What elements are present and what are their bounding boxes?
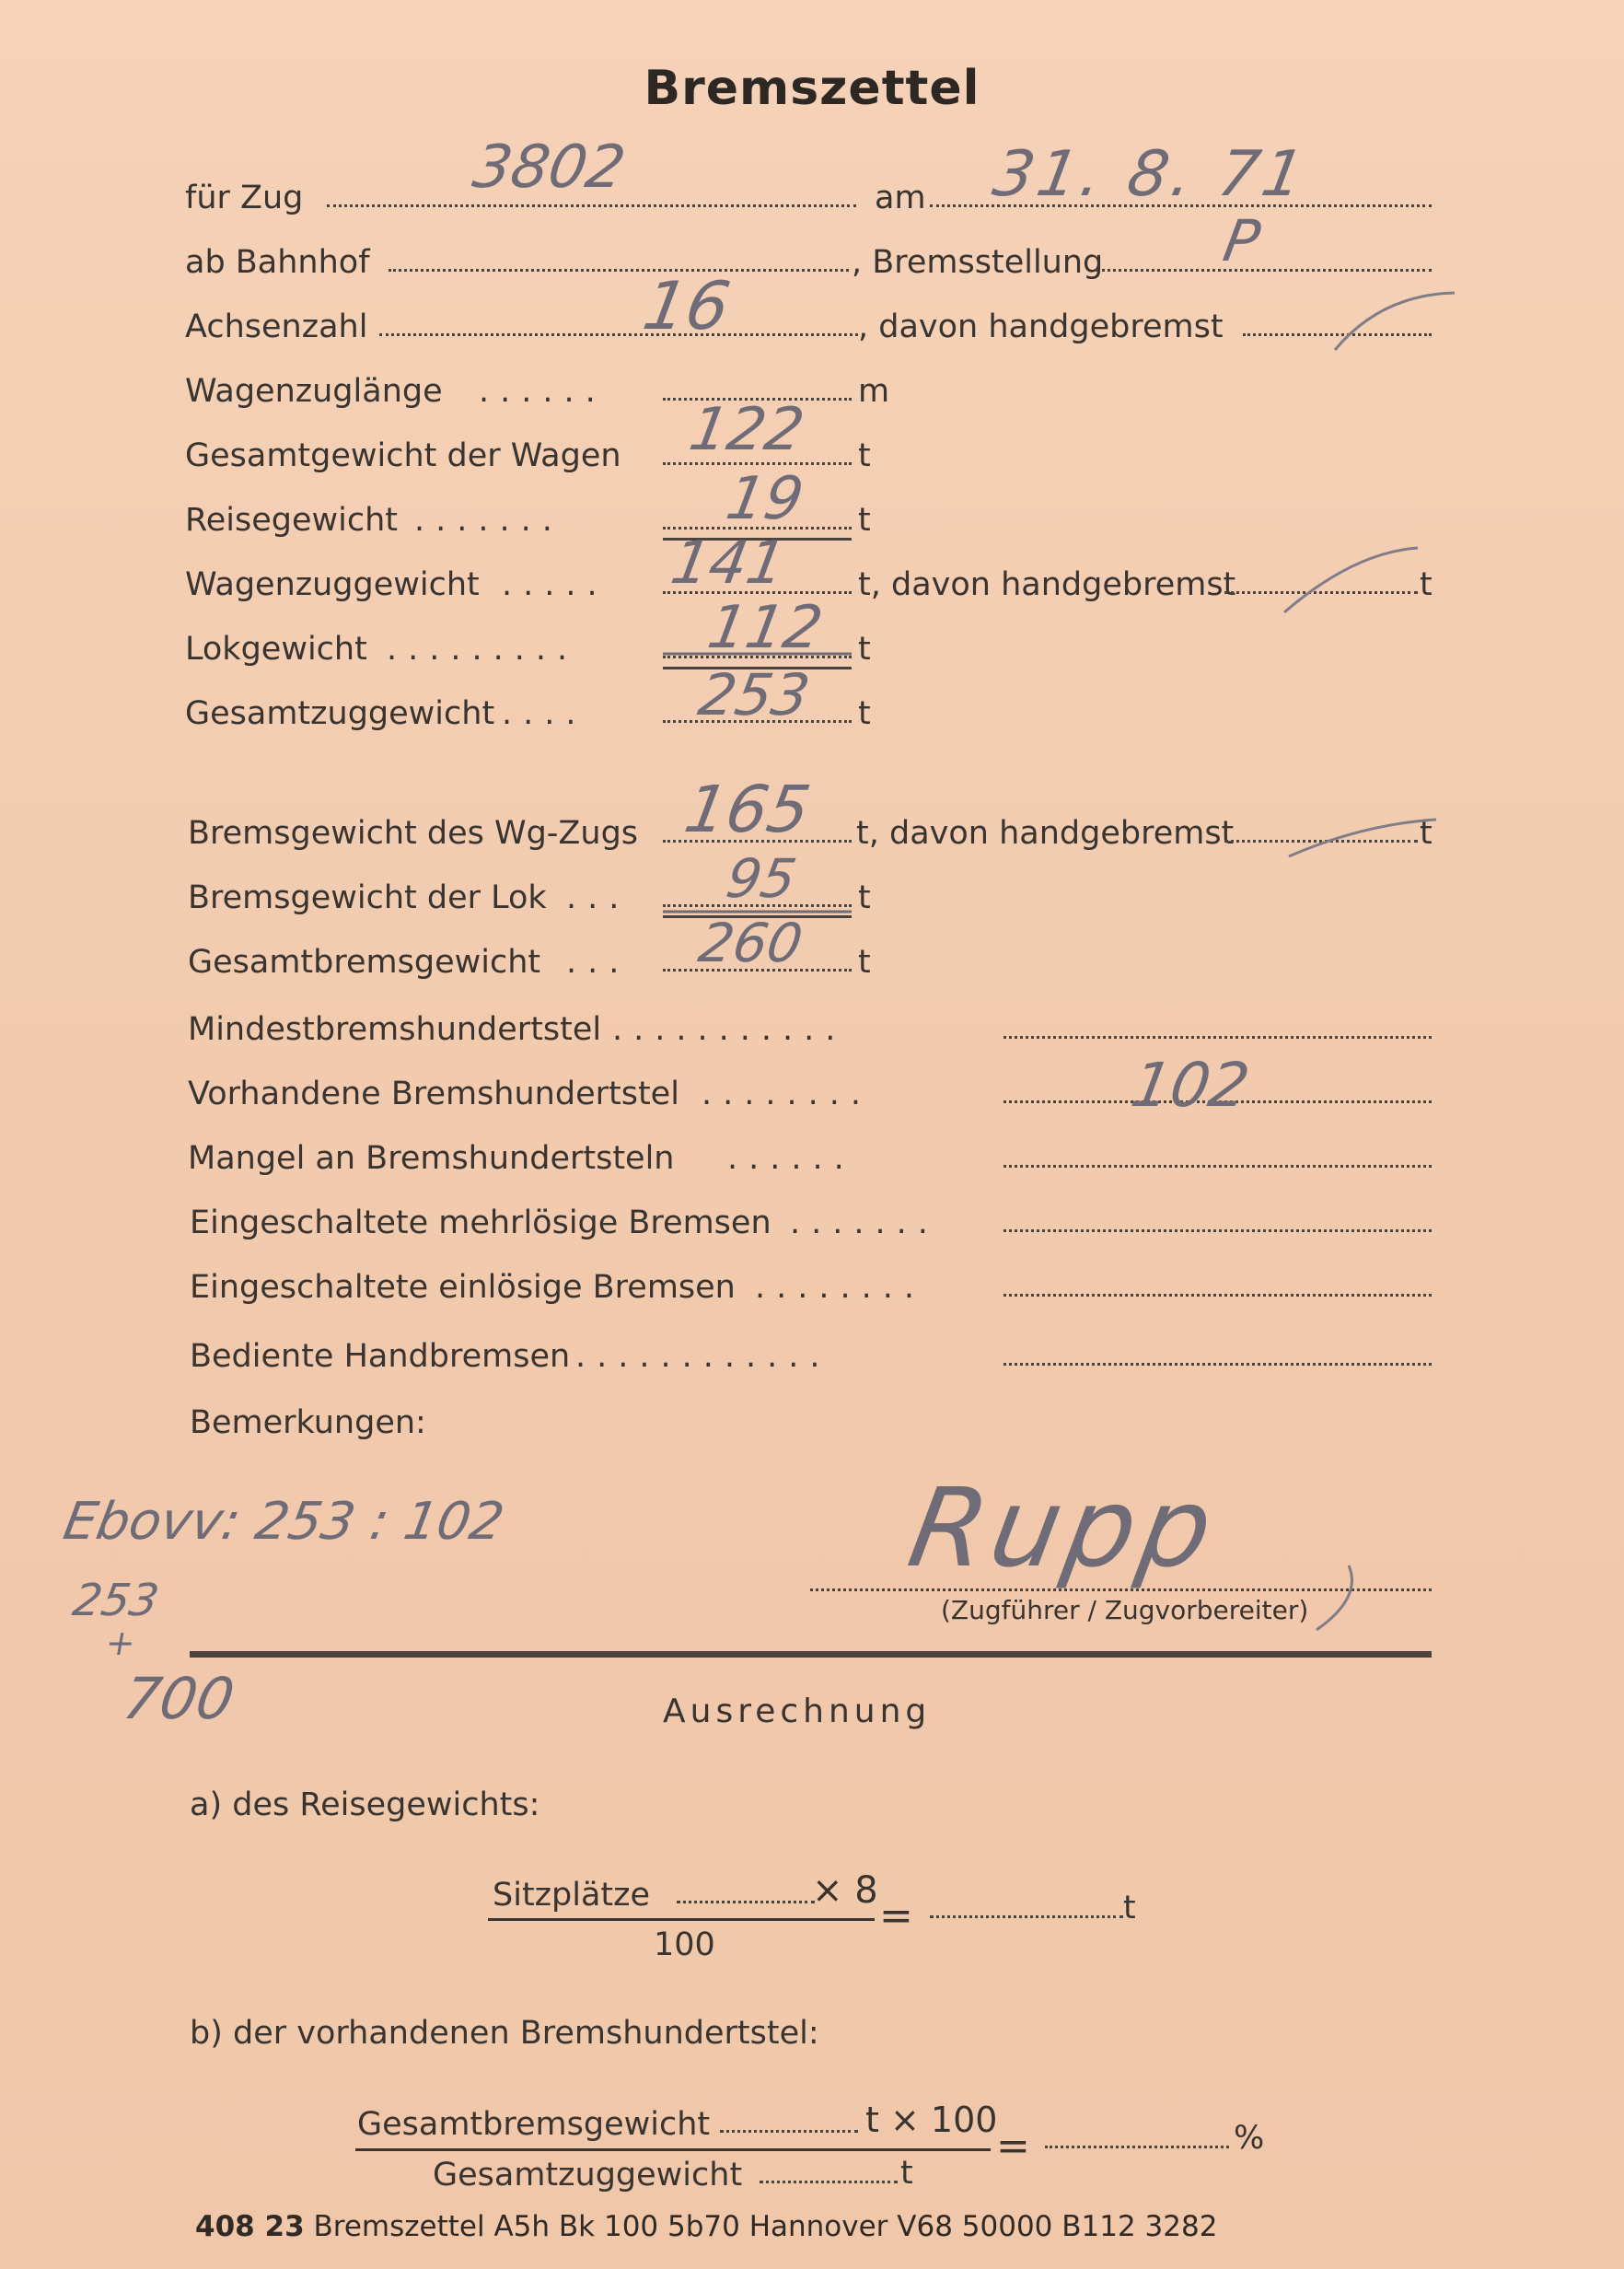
b-denominator: Gesamtzuggewicht xyxy=(433,2157,743,2193)
leader-dots: ............ xyxy=(575,1338,831,1375)
hw-note-line4: 700 xyxy=(118,1665,239,1732)
leader-dots: ... xyxy=(566,944,631,981)
hw-gesamtgewicht-wagen: 122 xyxy=(684,396,809,464)
label-wagenzuggewicht: Wagenzuggewicht xyxy=(185,566,480,603)
leader-dots: ........... xyxy=(612,1011,847,1048)
form-imprint: Bremszettel A5h Bk 100 5b70 Hannover V68 50000 B112 3282 xyxy=(313,2210,1218,2243)
leader-dots: ...... xyxy=(479,373,607,410)
form-title: Bremszettel xyxy=(644,61,980,116)
label-mangel: Mangel an Bremshundertsteln xyxy=(188,1140,675,1177)
form-number: 408 23 xyxy=(195,2210,305,2243)
ausrechnung-a-label: a) des Reisegewichts: xyxy=(190,1786,540,1823)
label-davon-handgebremst-2: t, davon handgebremst xyxy=(858,566,1236,603)
label-einloesige-bremsen: Eingeschaltete einlösige Bremsen xyxy=(190,1269,736,1306)
equals-sign: = xyxy=(879,1892,913,1939)
leader-dots: ... xyxy=(566,879,631,916)
equals-sign: = xyxy=(996,2123,1030,2170)
b-unit: % xyxy=(1234,2120,1265,2157)
label-wagenzuglaenge: Wagenzuglänge xyxy=(185,373,443,410)
signature-caption: (Zugführer / Zugvorbereiter) xyxy=(941,1595,1309,1625)
hw-achsenzahl: 16 xyxy=(637,267,737,344)
unit-t: t xyxy=(858,437,871,474)
label-vorhandene-bremshundertstel: Vorhandene Bremshundertstel xyxy=(188,1076,679,1112)
b-times: t × 100 xyxy=(865,2100,998,2140)
leader-dots: ....... xyxy=(790,1204,939,1241)
hw-note-line1: Ebovv: 253 : 102 xyxy=(59,1492,509,1552)
label-reisegewicht: Reisegewicht xyxy=(185,502,399,539)
leader-dots: ....... xyxy=(414,502,563,539)
unit-m: m xyxy=(858,373,890,410)
label-lokgewicht: Lokgewicht xyxy=(185,631,367,668)
leader-dots: ..... xyxy=(502,566,609,603)
label-achsenzahl: Achsenzahl xyxy=(185,308,368,345)
hw-bremsstellung: P xyxy=(1218,207,1265,274)
label-gesamtzuggewicht: Gesamtzuggewicht xyxy=(185,695,495,732)
hw-note-line2: 253 xyxy=(69,1575,163,1626)
label-davon-handgebremst-1: , davon handgebremst xyxy=(858,308,1224,345)
label-gesamtbremsgewicht: Gesamtbremsgewicht xyxy=(188,944,541,981)
label-bemerkungen: Bemerkungen: xyxy=(190,1404,426,1441)
label-bremsgewicht-wgzug: Bremsgewicht des Wg-Zugs xyxy=(188,815,639,852)
hw-note-line3: + xyxy=(102,1623,139,1663)
a-numerator: Sitzplätze xyxy=(493,1877,651,1914)
label-mindestbremshundertstel: Mindestbremshundertstel xyxy=(188,1011,602,1048)
hw-datum: 31. 8. 71 xyxy=(988,138,1313,211)
ausrechnung-b-label: b) der vorhandenen Bremshundertstel: xyxy=(190,2015,819,2052)
label-bremsstellung: , Bremsstellung xyxy=(852,244,1104,281)
label-bremsgewicht-lok: Bremsgewicht der Lok xyxy=(188,879,547,916)
unit-t: t xyxy=(858,502,871,539)
label-mehrloesige-bremsen: Eingeschaltete mehrlösige Bremsen xyxy=(190,1204,771,1241)
a-denominator: 100 xyxy=(654,1926,715,1963)
unit-t: t xyxy=(858,944,871,981)
signature: Rupp xyxy=(899,1464,1227,1591)
leader-dots: ......... xyxy=(387,631,579,668)
hw-vorhandene-bremshundertstel: 102 xyxy=(1126,1050,1255,1121)
label-fuer-zug: für Zug xyxy=(185,180,304,216)
unit-t: t xyxy=(858,631,871,668)
leader-dots: ........ xyxy=(702,1076,873,1112)
leader-dots: ........ xyxy=(755,1269,926,1306)
hw-zug: 3802 xyxy=(468,134,631,202)
leader-dots: .... xyxy=(502,695,587,732)
a-unit: t xyxy=(1123,1890,1136,1926)
label-bediente-handbremsen: Bediente Handbremsen xyxy=(190,1338,571,1375)
leader-dots: ...... xyxy=(727,1140,855,1177)
ausrechnung-heading: Ausrechnung xyxy=(663,1693,932,1730)
label-ab-bahnhof: ab Bahnhof xyxy=(185,244,370,281)
hw-reisegewicht: 19 xyxy=(721,465,808,533)
unit-t: t xyxy=(1420,566,1433,603)
b-numerator: Gesamtbremsgewicht xyxy=(357,2106,711,2143)
b-den-unit: t xyxy=(900,2155,913,2192)
hw-wagenzuggewicht: 141 xyxy=(666,529,791,598)
unit-t: t xyxy=(1420,815,1433,852)
hw-gesamtbremsgewicht: 260 xyxy=(694,912,807,974)
unit-t: t xyxy=(858,879,871,916)
unit-t: t xyxy=(858,695,871,732)
a-times: × 8 xyxy=(812,1869,878,1912)
hw-bremsgewicht-lok: 95 xyxy=(722,847,801,910)
hw-gesamtzuggewicht: 253 xyxy=(693,661,815,728)
label-davon-handgebremst-3: t, davon handgebremst xyxy=(856,815,1235,852)
hw-lokgewicht: 112 xyxy=(702,594,828,662)
hw-bremsgewicht-wgzug: 165 xyxy=(679,772,816,847)
label-gesamtgewicht-wagen: Gesamtgewicht der Wagen xyxy=(185,437,621,474)
label-am: am xyxy=(875,180,926,216)
